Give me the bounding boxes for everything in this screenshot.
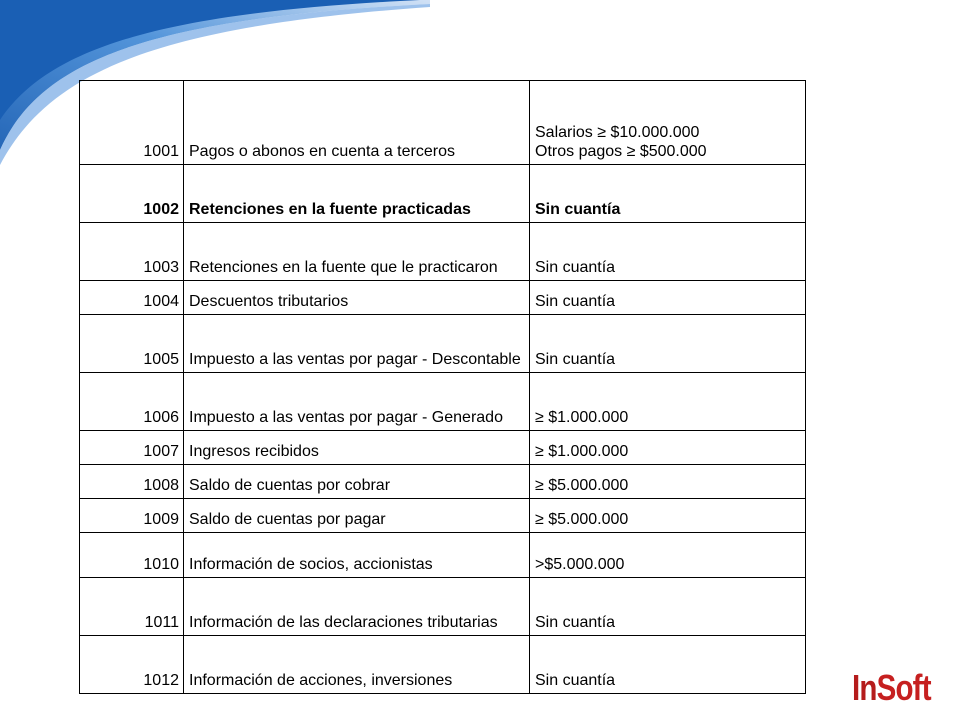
format-code: 1009 bbox=[80, 499, 184, 533]
format-amount: ≥ $5.000.000 bbox=[530, 499, 806, 533]
format-code: 1012 bbox=[80, 636, 184, 694]
format-amount: Sin cuantía bbox=[530, 578, 806, 636]
format-code: 1005 bbox=[80, 315, 184, 373]
format-concept: Saldo de cuentas por cobrar bbox=[184, 465, 530, 499]
logo-part-soft: Soft bbox=[876, 667, 931, 708]
format-concept: Pagos o abonos en cuenta a terceros bbox=[184, 81, 530, 165]
format-code: 1011 bbox=[80, 578, 184, 636]
table-row bbox=[80, 533, 806, 578]
table-row bbox=[80, 636, 806, 694]
format-code: 1008 bbox=[80, 465, 184, 499]
table-row bbox=[80, 499, 806, 533]
format-amount: Sin cuantía bbox=[530, 636, 806, 694]
format-concept: Retenciones en la fuente practicadas bbox=[184, 165, 530, 223]
format-concept: Saldo de cuentas por pagar bbox=[184, 499, 530, 533]
format-code: 1003 bbox=[80, 223, 184, 281]
format-code: 1002 bbox=[80, 165, 184, 223]
format-concept: Ingresos recibidos bbox=[184, 431, 530, 465]
format-concept: Impuesto a las ventas por pagar - Generado bbox=[184, 373, 530, 431]
table-row bbox=[80, 373, 806, 431]
format-amount: >$5.000.000 bbox=[530, 533, 806, 578]
formats-table bbox=[79, 80, 806, 694]
amount-line: Salarios ≥ $10.000.000 bbox=[535, 124, 700, 141]
format-concept: Información de socios, accionistas bbox=[184, 533, 530, 578]
format-amount: Sin cuantía bbox=[530, 223, 806, 281]
table-row bbox=[80, 281, 806, 315]
table-row bbox=[80, 81, 806, 165]
format-concept: Información de acciones, inversiones bbox=[184, 636, 530, 694]
format-code: 1001 bbox=[80, 81, 184, 165]
amount-line: Otros pagos ≥ $500.000 bbox=[535, 143, 707, 160]
format-amount: Sin cuantía bbox=[530, 165, 806, 223]
format-code: 1010 bbox=[80, 533, 184, 578]
table-row bbox=[80, 315, 806, 373]
table-row bbox=[80, 578, 806, 636]
format-amount: ≥ $1.000.000 bbox=[530, 373, 806, 431]
format-concept: Información de las declaraciones tributarias bbox=[184, 578, 530, 636]
format-concept: Descuentos tributarios bbox=[184, 281, 530, 315]
format-concept: Impuesto a las ventas por pagar - Descontable bbox=[184, 315, 530, 373]
insoft-logo bbox=[852, 668, 931, 708]
table-row bbox=[80, 165, 806, 223]
format-code: 1004 bbox=[80, 281, 184, 315]
format-code: 1007 bbox=[80, 431, 184, 465]
format-concept: Retenciones en la fuente que le practicaron bbox=[184, 223, 530, 281]
logo-part-in: In bbox=[852, 667, 877, 708]
format-amount: Sin cuantía bbox=[530, 281, 806, 315]
table-row bbox=[80, 465, 806, 499]
format-amount: ≥ $1.000.000 bbox=[530, 431, 806, 465]
table-row bbox=[80, 223, 806, 281]
format-amount: Sin cuantía bbox=[530, 315, 806, 373]
format-amount: ≥ $5.000.000 bbox=[530, 465, 806, 499]
format-amount bbox=[530, 81, 806, 165]
format-code: 1006 bbox=[80, 373, 184, 431]
table-row bbox=[80, 431, 806, 465]
